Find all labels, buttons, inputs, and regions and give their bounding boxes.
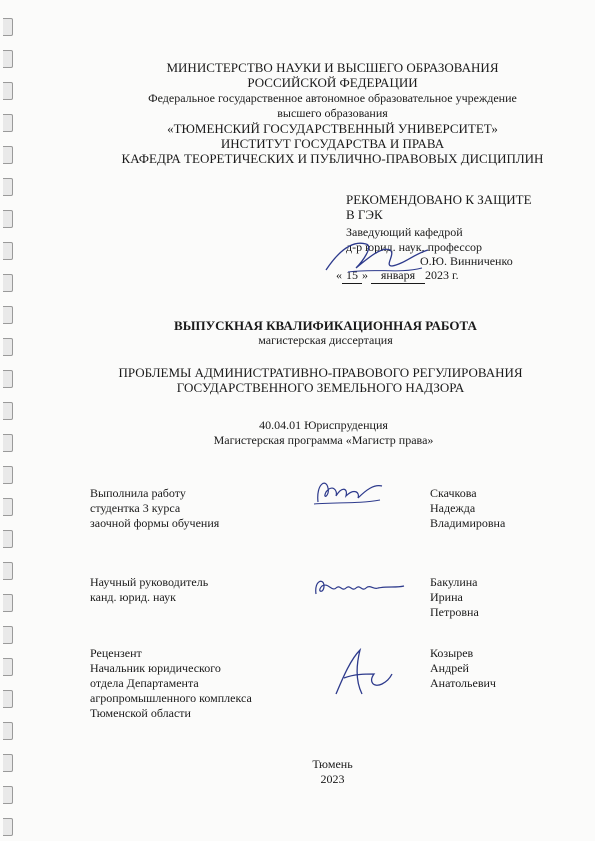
binding-hole <box>3 242 13 260</box>
reviewer-patronymic: Анатольевич <box>430 676 496 690</box>
work-title-line-1: ПРОБЛЕМЫ АДМИНИСТРАТИВНО-ПРАВОВОГО РЕГУЛИРОВАНИЯ <box>118 365 523 380</box>
specialty-code: 40.04.01 Юриспруденция <box>259 418 388 432</box>
reviewer-first-name: Андрей <box>430 661 469 675</box>
footer-block <box>0 757 595 787</box>
author-labels <box>90 486 219 531</box>
author-first-name: Надежда <box>430 501 476 515</box>
supervisor-labels <box>90 575 208 605</box>
reviewer-label-4: агропромышленного комплекса <box>90 691 252 705</box>
date-quote-open: « <box>336 268 342 282</box>
reviewer-label-2: Начальник юридического <box>90 661 221 675</box>
binding-hole <box>3 626 13 644</box>
binding-hole <box>3 594 13 612</box>
university-name: «ТЮМЕНСКИЙ ГОСУДАРСТВЕННЫЙ УНИВЕРСИТЕТ» <box>167 121 498 136</box>
year: 2023 <box>320 772 345 786</box>
reviewer-labels <box>90 646 252 721</box>
author-label-1: Выполнила работу <box>90 486 186 500</box>
date-quote-close: » <box>362 268 368 282</box>
recommendation-line-3: Заведующий кафедрой <box>346 225 463 239</box>
reviewer-label-1: Рецензент <box>90 646 142 660</box>
city: Тюмень <box>312 757 353 771</box>
supervisor-name <box>430 575 479 620</box>
recommendation-line-4: д-р юрид. наук, профессор <box>346 240 483 254</box>
recommendation-line-1: РЕКОМЕНДОВАНО К ЗАЩИТЕ <box>346 192 532 207</box>
federation-line: РОССИЙСКОЙ ФЕДЕРАЦИИ <box>247 75 418 90</box>
binding-hole <box>3 274 13 292</box>
institute-name: ИНСТИТУТ ГОСУДАРСТВА И ПРАВА <box>220 136 445 151</box>
work-subtype: магистерская диссертация <box>258 333 393 347</box>
supervisor-label-2: канд. юрид. наук <box>90 590 176 604</box>
header-block <box>0 60 595 166</box>
binding-hole <box>3 210 13 228</box>
author-patronymic: Владимировна <box>430 516 506 530</box>
reviewer-label-5: Тюменской области <box>90 706 191 720</box>
master-program: Магистерская программа «Магистр права» <box>213 433 434 447</box>
binding-hole <box>3 562 13 580</box>
binding-hole <box>3 818 13 836</box>
date-month: января <box>371 268 425 284</box>
binding-hole <box>3 178 13 196</box>
date-year: 2023 г. <box>425 268 459 282</box>
author-label-2: студентка 3 курса <box>90 501 181 515</box>
author-surname: Скачкова <box>430 486 477 500</box>
binding-hole <box>3 786 13 804</box>
institution-type-line-1: Федеральное государственное автономное образовательное учреждение <box>148 91 517 105</box>
ministry-line: МИНИСТЕРСТВО НАУКИ И ВЫСШЕГО ОБРАЗОВАНИЯ <box>166 60 499 75</box>
binding-hole <box>3 658 13 676</box>
reviewer-label-3: отдела Департамента <box>90 676 199 690</box>
supervisor-label-1: Научный руководитель <box>90 575 209 589</box>
reviewer-name <box>430 646 496 691</box>
head-signature <box>318 232 438 282</box>
reviewer-surname: Козырев <box>430 646 474 660</box>
binding-hole <box>3 18 13 36</box>
author-label-3: заочной формы обучения <box>90 516 220 530</box>
recommendation-line-2: В ГЭК <box>346 207 383 222</box>
supervisor-patronymic: Петровна <box>430 605 479 619</box>
binding-hole <box>3 722 13 740</box>
work-block <box>0 318 595 348</box>
binding-hole <box>3 690 13 708</box>
department-name: КАФЕДРА ТЕОРЕТИЧЕСКИХ И ПУБЛИЧНО-ПРАВОВЫХ ДИСЦИПЛИН <box>121 151 544 166</box>
work-title-block <box>0 365 595 395</box>
supervisor-signature <box>308 572 408 602</box>
author-signature <box>308 474 388 510</box>
date-day: 15 <box>342 268 362 284</box>
work-title-line-2: ГОСУДАРСТВЕННОГО ЗЕМЕЛЬНОГО НАДЗОРА <box>176 380 465 395</box>
work-type: ВЫПУСКНАЯ КВАЛИФИКАЦИОННАЯ РАБОТА <box>174 318 477 333</box>
binding-hole <box>3 498 13 516</box>
supervisor-first-name: Ирина <box>430 590 463 604</box>
supervisor-surname: Бакулина <box>430 575 478 589</box>
institution-type-line-2: высшего образования <box>277 106 388 120</box>
binding-hole <box>3 530 13 548</box>
reviewer-signature <box>326 644 396 704</box>
head-of-department-name: О.Ю. Винниченко <box>420 254 513 268</box>
program-block <box>0 418 595 448</box>
author-name <box>430 486 505 531</box>
binding-hole <box>3 466 13 484</box>
